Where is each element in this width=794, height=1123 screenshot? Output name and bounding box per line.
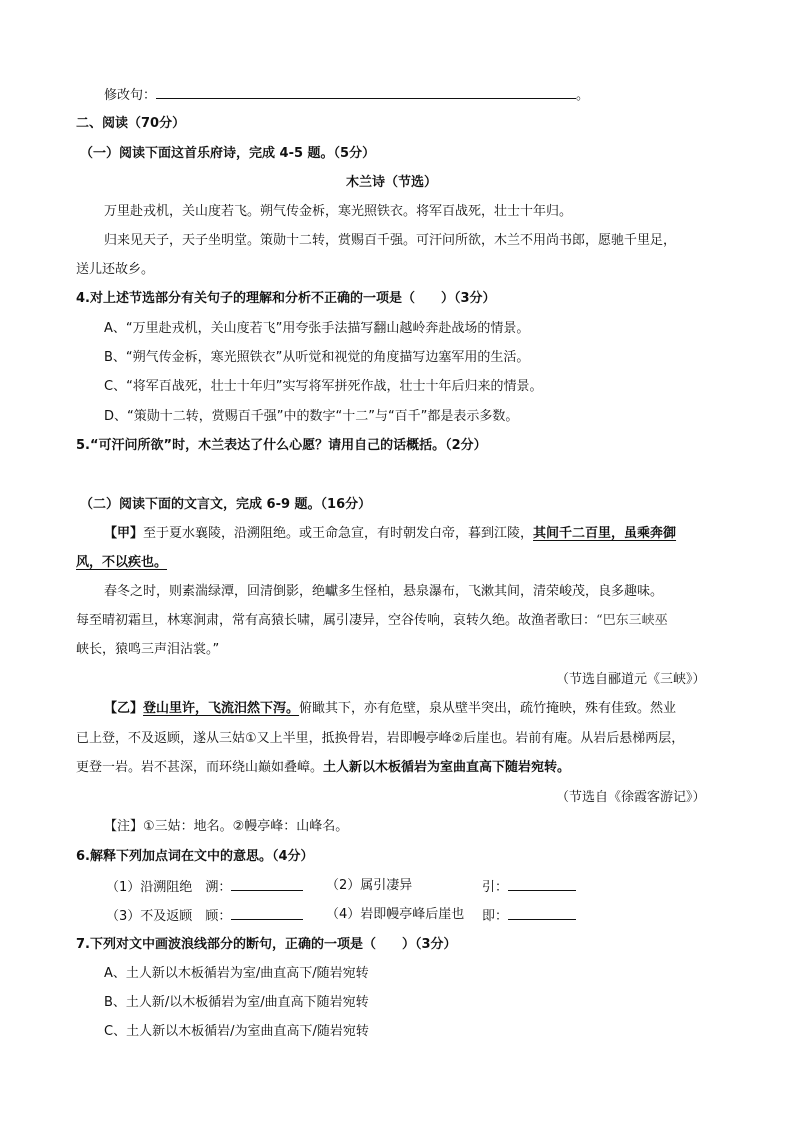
q6-item-2 <box>326 877 412 895</box>
section2-title: 二、阅读（70分） <box>76 116 186 131</box>
part1-instruction: （一）阅读下面这首乐府诗，完成 4-5 题。（5分） <box>80 146 376 161</box>
poem-line-2b: 送儿还故乡。 <box>76 262 155 277</box>
q6-item-2-word: 引： <box>482 880 509 895</box>
q6-item-3 <box>106 906 303 926</box>
q7-option-c: C、土人新以木板循岩/为室曲直高下/随岩宛转 <box>104 1024 369 1039</box>
q6-item-4-blank[interactable] <box>508 906 576 920</box>
q7-option-b: B、土人新/以木板循岩为室/曲直高下随岩宛转 <box>104 995 369 1010</box>
q6-item-3-no: （3） <box>106 909 141 924</box>
yi-text-1: 俯瞰其下，亦有危壁，泉从壁半突出，疏竹掩映，殊有佳致。然业 <box>299 701 677 716</box>
jia-paragraph-1a <box>104 525 676 543</box>
revise-blank[interactable] <box>156 85 576 99</box>
yi-paragraph-1c <box>76 759 570 777</box>
q6-item-4 <box>326 906 464 924</box>
q6-item-1-no: （1） <box>106 880 141 895</box>
revise-end: 。 <box>576 88 590 103</box>
jia-text-3: 每至晴初霜旦，林寒涧肃，常有高猿长啸，属引凄异，空谷传响，哀转久绝。故渔者歌曰： <box>76 613 597 628</box>
q6-item-3-blank[interactable] <box>231 906 303 920</box>
yi-wavy-sentence: 土人新以木板循岩为室曲直高下随岩宛转。 <box>323 760 571 775</box>
q7-option-a: A、土人新以木板循岩为室/曲直高下/随岩宛转 <box>104 966 369 981</box>
q6-item-1-word: 溯： <box>205 880 232 895</box>
jia-paragraph-3b: 峡长，猿鸣三声泪沾裳。” <box>76 642 220 657</box>
q4-option-c: C、“将军百战死，壮士十年归”实写将军拼死作战，壮士十年后归来的情景。 <box>104 379 543 394</box>
q6-item-4-no: （4） <box>326 907 361 922</box>
yi-label: 【乙】 <box>104 701 144 716</box>
question-4: 4.对上述节选部分有关句子的理解和分析不正确的一项是（ ）（3分） <box>76 291 496 306</box>
jia-source: （节选自郦道元《三峡》） <box>556 672 706 687</box>
note: 【注】①三姑：地名。②幔亭峰：山峰名。 <box>104 819 349 834</box>
q6-item-1-phrase: 沿溯阻绝 <box>140 880 193 895</box>
q4-option-a: A、“万里赴戎机，关山度若飞”用夸张手法描写翻山越岭奔赴战场的情景。 <box>104 321 530 336</box>
question-5: 5.“可汗问所欲”时，木兰表达了什么心愿？请用自己的话概括。（2分） <box>76 438 487 453</box>
q6-item-4-answer <box>482 906 576 926</box>
question-7: 7.下列对文中画波浪线部分的断句，正确的一项是（ ）（3分） <box>76 937 457 952</box>
revise-label: 修改句： <box>104 88 157 103</box>
q4-option-b: B、“朔气传金柝，寒光照铁衣”从听觉和视觉的角度描写边塞军用的生活。 <box>104 350 530 365</box>
q6-item-1-blank[interactable] <box>231 877 303 891</box>
q6-item-4-word: 即： <box>482 909 509 924</box>
poem-title: 木兰诗（节选） <box>346 175 438 190</box>
q6-item-2-blank[interactable] <box>508 877 576 891</box>
q6-item-3-phrase: 不及返顾 <box>140 909 193 924</box>
yi-source: （节选自《徐霞客游记》） <box>556 790 706 805</box>
q6-item-1 <box>106 877 303 897</box>
poem-line-1: 万里赴戎机，关山度若飞。朔气传金柝，寒光照铁衣。将军百战死，壮士十年归。 <box>104 204 573 219</box>
q4-option-d: D、“策勋十二转，赏赐百千强”中的数字“十二”与“百千”都是表示多数。 <box>104 409 519 424</box>
q6-item-3-word: 顾： <box>205 909 232 924</box>
jia-paragraph-3a <box>76 612 668 630</box>
q6-item-2-no: （2） <box>326 878 361 893</box>
jia-text-1: 至于夏水襄陵，沿溯阻绝。或王命急宣，有时朝发白帝，暮到江陵， <box>143 526 534 541</box>
fisher-song-start: “巴东三峡巫 <box>596 613 668 628</box>
yi-paragraph-1a <box>104 700 676 718</box>
yi-text-3: 更登一岩。岩不甚深，而环绕山巅如叠嶂。 <box>76 760 324 775</box>
revise-line <box>104 85 589 105</box>
yi-underlined: 登山里许，飞流汨然下泻。 <box>143 701 300 716</box>
yi-paragraph-1b: 已上登，不及返顾，遂从三姑①又上半里，抵换骨岩，岩即幔亭峰②后崖也。岩前有庵。从岩后悬梯两层， <box>76 731 685 746</box>
part2-instruction: （二）阅读下面的文言文，完成 6-9 题。（16分） <box>80 497 372 512</box>
question-6: 6.解释下列加点词在文中的意思。（4分） <box>76 849 314 864</box>
jia-label: 【甲】 <box>104 526 144 541</box>
q6-item-2-answer <box>482 877 576 897</box>
jia-underlined-1: 其间千二百里，虽乘奔御 <box>533 526 677 541</box>
q6-item-4-phrase: 岩即幔亭峰后崖也 <box>360 907 465 922</box>
poem-line-2a: 归来见天子，天子坐明堂。策勋十二转，赏赐百千强。可汗问所欲，木兰不用尚书郎，愿驰千里足， <box>104 233 677 248</box>
jia-underlined-2: 风，不以疾也。 <box>76 555 168 570</box>
jia-paragraph-2: 春冬之时，则素湍绿潭，回清倒影，绝巘多生怪柏，悬泉瀑布，飞漱其间，清荣峻茂，良多趣味。 <box>104 584 664 599</box>
q6-item-2-phrase: 属引凄异 <box>360 878 413 893</box>
